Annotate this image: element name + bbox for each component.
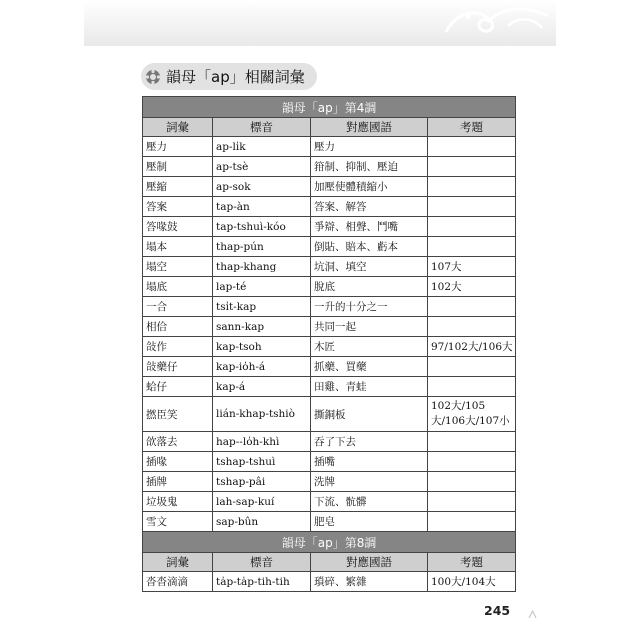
column-header: 對應國語 [311, 118, 428, 137]
pronunciation-cell: ap-tsè [213, 157, 311, 177]
exam-cell: 100大/104大 [428, 572, 516, 592]
exam-cell [428, 237, 516, 257]
mandarin-cell: 抓藥、買藥 [311, 357, 428, 377]
pronunciation-cell: tap-tshuì-kóo [213, 217, 311, 237]
pronunciation-cell: tap-àn [213, 197, 311, 217]
mandarin-cell: 田雞、青蛙 [311, 377, 428, 397]
column-header-row [143, 118, 516, 137]
exam-cell: 107大 [428, 257, 516, 277]
mandarin-cell: 倒貼、賠本、虧本 [311, 237, 428, 257]
pronunciation-cell: kap-á [213, 377, 311, 397]
table-row [143, 197, 516, 217]
table-row [143, 472, 516, 492]
exam-cell [428, 452, 516, 472]
exam-cell [428, 512, 516, 532]
pronunciation-cell: lián-khap-tshiò [213, 397, 311, 432]
mandarin-cell: 答案、解答 [311, 197, 428, 217]
word-cell: 一合 [143, 297, 213, 317]
mandarin-cell: 洗牌 [311, 472, 428, 492]
mandarin-cell: 一升的十分之一 [311, 297, 428, 317]
table-row [143, 257, 516, 277]
word-cell: 敆藥仔 [143, 357, 213, 377]
pronunciation-cell: ta̍p-ta̍p-tih-tih [213, 572, 311, 592]
column-header: 對應國語 [311, 553, 428, 572]
table-row [143, 337, 516, 357]
column-header: 詞彙 [143, 118, 213, 137]
word-cell: 塌本 [143, 237, 213, 257]
mandarin-cell: 壓力 [311, 137, 428, 157]
table-row [143, 492, 516, 512]
exam-cell [428, 217, 516, 237]
pronunciation-cell: thap-khang [213, 257, 311, 277]
column-header: 標音 [213, 118, 311, 137]
table-row [143, 137, 516, 157]
word-cell: 相佮 [143, 317, 213, 337]
pronunciation-cell: kap-io̍h-á [213, 357, 311, 377]
table-row [143, 217, 516, 237]
pronunciation-cell: sap-bûn [213, 512, 311, 532]
word-cell: 敆作 [143, 337, 213, 357]
pronunciation-cell: kap-tsoh [213, 337, 311, 357]
exam-cell [428, 157, 516, 177]
mandarin-cell: 加壓使體積縮小 [311, 177, 428, 197]
column-header: 詞彙 [143, 553, 213, 572]
mandarin-cell: 共同一起 [311, 317, 428, 337]
exam-cell [428, 492, 516, 512]
word-cell: 插喙 [143, 452, 213, 472]
word-cell: 雪文 [143, 512, 213, 532]
word-cell: 撚臣笑 [143, 397, 213, 432]
mandarin-cell: 插嘴 [311, 452, 428, 472]
word-cell: 塌空 [143, 257, 213, 277]
mandarin-cell: 箝制、抑制、壓迫 [311, 157, 428, 177]
word-cell: 欱落去 [143, 432, 213, 452]
exam-cell [428, 317, 516, 337]
tone4-banner-row [143, 97, 516, 118]
word-cell: 答喙鼓 [143, 217, 213, 237]
pronunciation-cell: thap-pún [213, 237, 311, 257]
section-title: 韻母「ap」相關詞彙 [166, 68, 305, 86]
exam-cell [428, 177, 516, 197]
word-cell: 壓力 [143, 137, 213, 157]
column-header: 考題 [428, 553, 516, 572]
table-row [143, 157, 516, 177]
corner-mark-icon [528, 610, 537, 619]
flower-bullet-icon [145, 69, 161, 85]
mandarin-cell: 脫底 [311, 277, 428, 297]
tone8-banner-row [143, 532, 516, 553]
table-row [143, 452, 516, 472]
pronunciation-cell: tshap-pâi [213, 472, 311, 492]
pronunciation-cell: tsi̍t-kap [213, 297, 311, 317]
exam-cell [428, 432, 516, 452]
word-cell: 壓縮 [143, 177, 213, 197]
table-row [143, 357, 516, 377]
table-row [143, 432, 516, 452]
table-row [143, 237, 516, 257]
decorative-swirl-icon [438, 2, 556, 38]
mandarin-cell: 瑣碎、繁雜 [311, 572, 428, 592]
table-row [143, 377, 516, 397]
pronunciation-cell: sann-kap [213, 317, 311, 337]
mandarin-cell: 爭辯、相聲、鬥嘴 [311, 217, 428, 237]
exam-cell: 102大 [428, 277, 516, 297]
table-row [143, 277, 516, 297]
exam-cell [428, 357, 516, 377]
section-heading [141, 63, 317, 90]
table-row [143, 297, 516, 317]
vocabulary-table [142, 96, 516, 592]
exam-cell: 97/102大/106大 [428, 337, 516, 357]
exam-cell [428, 137, 516, 157]
word-cell: 插牌 [143, 472, 213, 492]
mandarin-cell: 木匠 [311, 337, 428, 357]
column-header-row [143, 553, 516, 572]
pronunciation-cell: lah-sap-kuí [213, 492, 311, 512]
word-cell: 垃圾鬼 [143, 492, 213, 512]
word-cell: 塌底 [143, 277, 213, 297]
word-cell: 沓沓滴滴 [143, 572, 213, 592]
table-row [143, 397, 516, 432]
column-header: 標音 [213, 553, 311, 572]
pronunciation-cell: ap-sok [213, 177, 311, 197]
word-cell: 壓制 [143, 157, 213, 177]
table-row [143, 512, 516, 532]
tone8-banner: 韻母「ap」第8調 [143, 532, 516, 553]
pronunciation-cell: tshap-tshuì [213, 452, 311, 472]
mandarin-cell: 撕銅板 [311, 397, 428, 432]
exam-cell: 102大/105大/106大/107小 [428, 397, 516, 432]
tone4-banner: 韻母「ap」第4調 [143, 97, 516, 118]
pronunciation-cell: hap--lo̍h-khì [213, 432, 311, 452]
page-number: 245 [484, 603, 511, 618]
exam-cell [428, 197, 516, 217]
mandarin-cell: 坑洞、填空 [311, 257, 428, 277]
mandarin-cell: 肥皂 [311, 512, 428, 532]
table-row [143, 572, 516, 592]
pronunciation-cell: lap-té [213, 277, 311, 297]
table-row [143, 317, 516, 337]
word-cell: 蛤仔 [143, 377, 213, 397]
exam-cell [428, 297, 516, 317]
mandarin-cell: 下流、骯髒 [311, 492, 428, 512]
exam-cell [428, 472, 516, 492]
pronunciation-cell: ap-li̍k [213, 137, 311, 157]
column-header: 考題 [428, 118, 516, 137]
word-cell: 答案 [143, 197, 213, 217]
table-row [143, 177, 516, 197]
exam-cell [428, 377, 516, 397]
mandarin-cell: 吞了下去 [311, 432, 428, 452]
